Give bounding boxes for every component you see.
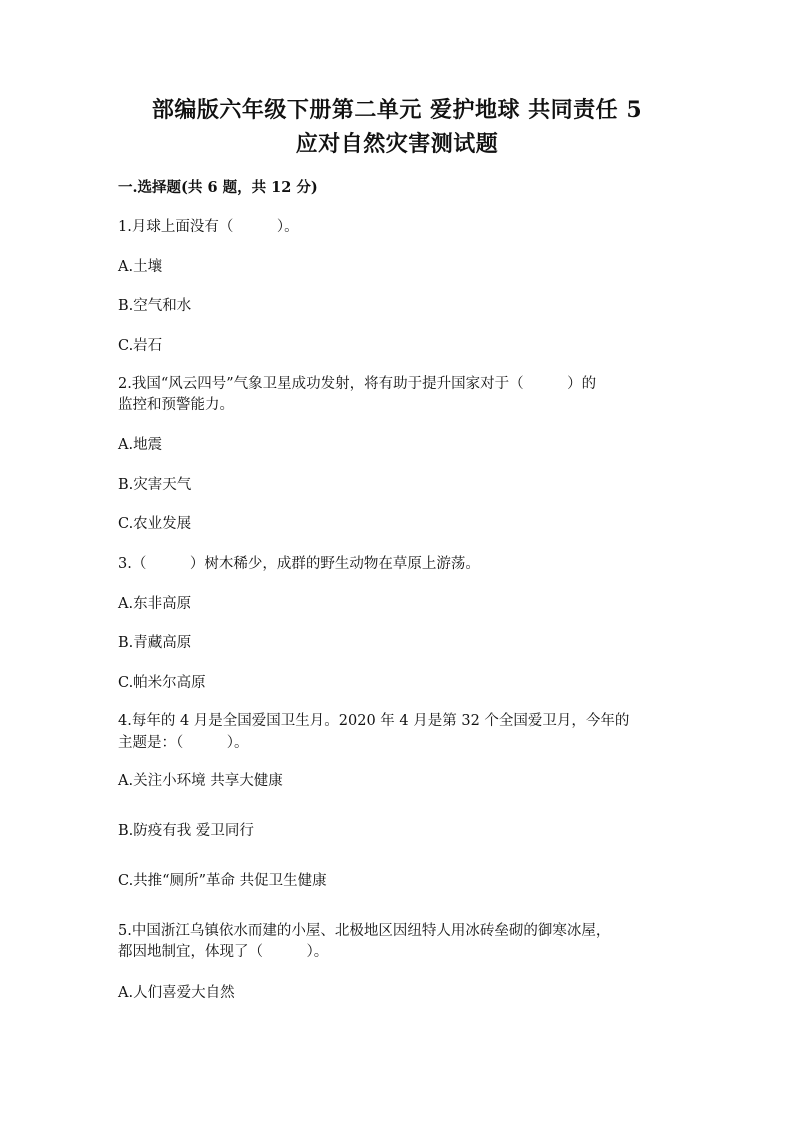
question-4-option-a: A.关注小环境 共享大健康 xyxy=(118,773,283,789)
question-3-stem: 3.（ ）树木稀少，成群的野生动物在草原上游荡。 xyxy=(118,556,480,572)
question-4-stem-line-1: 4.每年的 4 月是全国爱国卫生月。2020 年 4 月是第 32 个全国爱卫月，今年的 xyxy=(118,713,630,729)
question-5-stem-line-2: 都因地制宜，体现了（ ）。 xyxy=(118,944,329,960)
question-3-option-a: A.东非高原 xyxy=(118,596,192,612)
document-title-line-1: 部编版六年级下册第二单元 爱护地球 共同责任 5 xyxy=(151,97,643,123)
question-1-option-c: C.岩石 xyxy=(118,338,163,354)
question-5-stem-line-1: 5.中国浙江乌镇依水而建的小屋、北极地区因纽特人用冰砖垒砌的御寒冰屋， xyxy=(118,923,611,939)
question-3-option-b: B.青藏高原 xyxy=(118,635,192,651)
question-4-stem-line-2: 主题是：（ ）。 xyxy=(118,735,249,751)
question-5-option-a: A.人们喜爱大自然 xyxy=(118,985,235,1001)
question-2-option-c: C.农业发展 xyxy=(118,516,192,532)
question-4-option-b: B.防疫有我 爱卫同行 xyxy=(118,823,254,839)
question-2-option-a: A.地震 xyxy=(118,437,163,453)
question-1-stem: 1.月球上面没有（ ）。 xyxy=(118,219,299,235)
question-4-option-c: C.共推“厕所”革命 共促卫生健康 xyxy=(118,873,327,889)
question-1-option-a: A.土壤 xyxy=(118,259,163,275)
question-2-option-b: B.灾害天气 xyxy=(118,477,192,493)
question-3-option-c: C.帕米尔高原 xyxy=(118,675,206,691)
question-1-option-b: B.空气和水 xyxy=(118,298,192,314)
question-2-stem-line-2: 监控和预警能力。 xyxy=(118,397,234,413)
question-2-stem-line-1: 2.我国“风云四号”气象卫星成功发射，将有助于提升国家对于（ ）的 xyxy=(118,376,597,392)
section-heading: 一.选择题(共 6 题，共 12 分) xyxy=(118,179,318,196)
document-title-line-2: 应对自然灾害测试题 xyxy=(295,131,499,157)
